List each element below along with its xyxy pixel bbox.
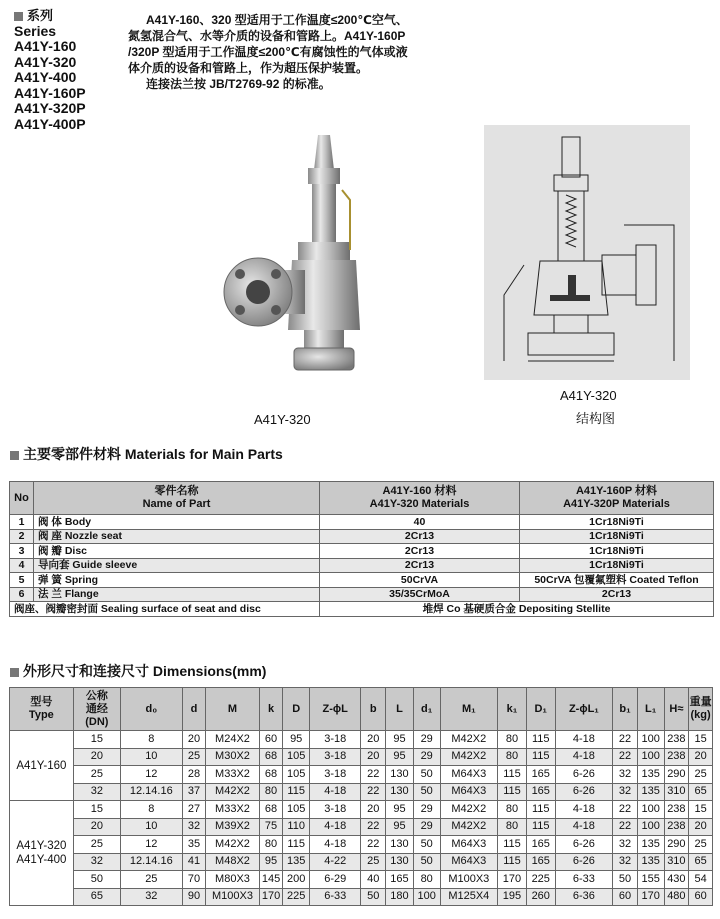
dimension-cell: M64X3 xyxy=(440,783,498,801)
dimension-cell: 310 xyxy=(664,853,689,871)
dimension-cell: 15 xyxy=(73,731,120,749)
dimension-cell: M42X2 xyxy=(440,748,498,766)
dimension-cell: 22 xyxy=(613,818,638,836)
dimension-cell: 20 xyxy=(361,748,386,766)
dimension-cell: 100 xyxy=(637,748,664,766)
dimension-cell: 170 xyxy=(637,888,664,906)
dimension-cell: M42X2 xyxy=(440,731,498,749)
dimension-cell: 95 xyxy=(386,818,414,836)
material-2: 1Cr18Ni9Ti xyxy=(520,529,714,544)
material-2: 2Cr13 xyxy=(520,587,714,602)
dimension-cell: 135 xyxy=(637,853,664,871)
dimension-cell: 25 xyxy=(120,871,182,889)
dimension-cell: 22 xyxy=(613,731,638,749)
dimension-cell: 25 xyxy=(689,836,713,854)
header-weight xyxy=(689,688,713,731)
series-label-cn: 系列 xyxy=(27,8,54,23)
header-col2-cn: A41Y-160P 材料 xyxy=(575,485,658,497)
header-dn-cn2: 通经 xyxy=(85,702,108,715)
dimension-cell: 238 xyxy=(664,801,689,819)
dimension-cell: 3-18 xyxy=(310,801,361,819)
dimension-cell: M30X2 xyxy=(206,748,259,766)
table-row xyxy=(10,888,713,906)
dimension-cell: 105 xyxy=(283,766,310,784)
dimension-cell: 60 xyxy=(613,888,638,906)
dimension-cell: M100X3 xyxy=(206,888,259,906)
material-2: 50CrVA 包覆氟塑料 Coated Teflon xyxy=(520,573,714,588)
dimension-cell: M64X3 xyxy=(440,836,498,854)
row-no: 6 xyxy=(10,587,34,602)
dimension-cell: 105 xyxy=(283,748,310,766)
dimension-cell: 12.14.16 xyxy=(120,853,182,871)
dimension-cell: 15 xyxy=(689,801,713,819)
dimension-cell: 110 xyxy=(283,818,310,836)
dimension-cell: 165 xyxy=(526,766,555,784)
dimension-cell: 80 xyxy=(498,818,527,836)
dimension-cell: 22 xyxy=(361,783,386,801)
header-type-cn: 型号 xyxy=(30,696,53,708)
dimension-cell: 29 xyxy=(413,801,440,819)
dimension-cell: 100 xyxy=(637,731,664,749)
material-2: 1Cr18Ni9Ti xyxy=(520,558,714,573)
dimension-cell: 80 xyxy=(498,801,527,819)
dimension-cell: 32 xyxy=(613,783,638,801)
dimension-cell: 6-33 xyxy=(310,888,361,906)
dimension-cell: 22 xyxy=(361,836,386,854)
header-zl: Z-ϕL xyxy=(310,688,361,731)
header-name xyxy=(34,482,320,515)
part-name: 阀 座 Nozzle seat xyxy=(34,529,320,544)
dimension-cell: 100 xyxy=(637,818,664,836)
row-no: 2 xyxy=(10,529,34,544)
row-no: 3 xyxy=(10,544,34,559)
dimension-cell: 145 xyxy=(259,871,283,889)
dimension-cell: 22 xyxy=(613,748,638,766)
dimensions-heading xyxy=(10,661,266,681)
intro-line: 体介质的设备和管路上，作为超压保护装置。 xyxy=(128,61,369,75)
dimension-cell: 68 xyxy=(259,766,283,784)
dimension-cell: M42X2 xyxy=(206,836,259,854)
dimensions-heading-text: 外形尺寸和连接尺寸 Dimensions(mm) xyxy=(23,663,267,679)
header-no: No xyxy=(10,482,34,515)
dimension-cell: 4-18 xyxy=(310,836,361,854)
dimension-cell: 115 xyxy=(526,801,555,819)
dimension-cell: 27 xyxy=(182,801,206,819)
table-row xyxy=(10,801,713,819)
header-b1: b₁ xyxy=(613,688,638,731)
dimension-cell: 15 xyxy=(689,731,713,749)
cross-section-drawing xyxy=(484,125,690,380)
dimension-cell: 115 xyxy=(498,783,527,801)
dimension-cell: 3-18 xyxy=(310,748,361,766)
dimension-cell: 20 xyxy=(182,731,206,749)
dimension-cell: 40 xyxy=(361,871,386,889)
header-H: H≈ xyxy=(664,688,689,731)
dimension-cell: 22 xyxy=(613,801,638,819)
row-no: 4 xyxy=(10,558,34,573)
dimension-cell: 60 xyxy=(259,731,283,749)
dimension-cell: 4-18 xyxy=(310,783,361,801)
bullet-square-icon xyxy=(10,451,19,460)
dimension-cell: M33X2 xyxy=(206,766,259,784)
dimension-cell: 260 xyxy=(526,888,555,906)
header-d: d xyxy=(182,688,206,731)
dimension-cell: 115 xyxy=(526,748,555,766)
dimension-cell: 6-33 xyxy=(555,871,613,889)
dimension-cell: 90 xyxy=(182,888,206,906)
dimension-cell: 290 xyxy=(664,766,689,784)
dimension-cell: 290 xyxy=(664,836,689,854)
dimension-cell: 20 xyxy=(361,731,386,749)
table-row xyxy=(10,748,713,766)
table-row xyxy=(10,783,713,801)
dimension-cell: 29 xyxy=(413,748,440,766)
dimension-cell: 10 xyxy=(120,818,182,836)
dimension-cell: 4-18 xyxy=(555,818,613,836)
dimension-cell: 22 xyxy=(361,766,386,784)
materials-table xyxy=(9,481,714,617)
part-name: 阀 瓣 Disc xyxy=(34,544,320,559)
dimension-cell: 6-26 xyxy=(555,766,613,784)
dimension-cell: 430 xyxy=(664,871,689,889)
dimension-cell: 20 xyxy=(689,748,713,766)
table-row xyxy=(10,544,714,559)
dimension-cell: 12 xyxy=(120,836,182,854)
dimension-cell: 225 xyxy=(526,871,555,889)
materials-heading xyxy=(10,444,283,464)
material-1: 2Cr13 xyxy=(320,544,520,559)
dimension-cell: 12 xyxy=(120,766,182,784)
drawing-caption-title: 结构图 xyxy=(576,411,616,426)
dimension-cell: 4-18 xyxy=(555,731,613,749)
dimension-cell: 35 xyxy=(182,836,206,854)
part-name: 弹 簧 Spring xyxy=(34,573,320,588)
dimension-cell: 115 xyxy=(526,818,555,836)
sealing-surface-material: 堆焊 Co 基硬质合金 Depositing Stellite xyxy=(320,602,714,617)
dimension-cell: 29 xyxy=(413,731,440,749)
dimension-cell: 32 xyxy=(73,783,120,801)
table-row xyxy=(10,573,714,588)
dimension-cell: M48X2 xyxy=(206,853,259,871)
dimension-cell: 37 xyxy=(182,783,206,801)
table-row xyxy=(10,818,713,836)
dimension-cell: 25 xyxy=(73,766,120,784)
dimension-cell: 65 xyxy=(73,888,120,906)
dimension-cell: 25 xyxy=(73,836,120,854)
dimension-cell: 195 xyxy=(498,888,527,906)
header-m1: M₁ xyxy=(440,688,498,731)
table-row xyxy=(10,853,713,871)
header-name-en: Name of Part xyxy=(142,498,211,510)
dimension-cell: 165 xyxy=(526,853,555,871)
dimension-cell: 12.14.16 xyxy=(120,783,182,801)
part-name: 法 兰 Flange xyxy=(34,587,320,602)
table-header-row xyxy=(10,688,713,731)
dimension-cell: 155 xyxy=(637,871,664,889)
table-row xyxy=(10,515,714,530)
dimensions-table xyxy=(9,687,713,906)
dimension-cell: 135 xyxy=(283,853,310,871)
dimension-cell: M24X2 xyxy=(206,731,259,749)
dimension-cell: 6-36 xyxy=(555,888,613,906)
material-1: 2Cr13 xyxy=(320,529,520,544)
dimension-cell: M33X2 xyxy=(206,801,259,819)
dimension-cell: 75 xyxy=(259,818,283,836)
header-d1: d₁ xyxy=(413,688,440,731)
table-row xyxy=(10,871,713,889)
dimension-cell: 6-26 xyxy=(555,783,613,801)
dimension-cell: 238 xyxy=(664,818,689,836)
dimension-cell: 10 xyxy=(120,748,182,766)
dimension-cell: 8 xyxy=(120,731,182,749)
header-k: k xyxy=(259,688,283,731)
dimension-cell: 80 xyxy=(259,783,283,801)
header-d0: d₀ xyxy=(120,688,182,731)
dimension-cell: 50 xyxy=(413,783,440,801)
dimension-cell: 65 xyxy=(689,853,713,871)
row-no: 5 xyxy=(10,573,34,588)
material-2: 1Cr18Ni9Ti xyxy=(520,515,714,530)
dimension-cell: 25 xyxy=(689,766,713,784)
header-name-cn: 零件名称 xyxy=(154,485,199,497)
dimension-cell: 70 xyxy=(182,871,206,889)
header-k1: k₁ xyxy=(498,688,527,731)
dimension-cell: 8 xyxy=(120,801,182,819)
header-materials-2 xyxy=(520,482,714,515)
dimension-cell: M80X3 xyxy=(206,871,259,889)
header-type xyxy=(10,688,74,731)
dimension-cell: 310 xyxy=(664,783,689,801)
type-cell xyxy=(10,801,74,906)
table-row xyxy=(10,766,713,784)
dimension-cell: 32 xyxy=(613,853,638,871)
dimension-cell: 130 xyxy=(386,836,414,854)
series-model: A41Y-400 xyxy=(14,69,77,85)
dimension-cell: M64X3 xyxy=(440,766,498,784)
dimension-cell: 4-18 xyxy=(310,818,361,836)
material-1: 35/35CrMoA xyxy=(320,587,520,602)
dimension-cell: 50 xyxy=(413,836,440,854)
dimension-cell: 170 xyxy=(498,871,527,889)
intro-line: 氮氢混合气、水等介质的设备和管路上。A41Y-160P xyxy=(128,29,406,43)
dimension-cell: 6-29 xyxy=(310,871,361,889)
dimension-cell: 32 xyxy=(613,766,638,784)
table-row xyxy=(10,836,713,854)
dimension-cell: 135 xyxy=(637,766,664,784)
header-col2-en: A41Y-320P Materials xyxy=(563,498,670,510)
intro-line: /320P 型适用于工作温度≤200℃有腐蚀性的气体或液 xyxy=(128,45,408,59)
table-row xyxy=(10,731,713,749)
header-col1-en: A41Y-320 Materials xyxy=(369,498,470,510)
series-model: A41Y-400P xyxy=(14,115,86,132)
dimension-cell: M100X3 xyxy=(440,871,498,889)
dimension-cell: 80 xyxy=(498,731,527,749)
drawing-caption-model: A41Y-320 xyxy=(560,388,617,403)
dimension-cell: 95 xyxy=(259,853,283,871)
dimension-cell: M42X2 xyxy=(206,783,259,801)
dimension-cell: M42X2 xyxy=(440,818,498,836)
dimension-cell: 3-18 xyxy=(310,766,361,784)
dimension-cell: 68 xyxy=(259,801,283,819)
dimension-cell: 238 xyxy=(664,731,689,749)
dimension-cell: 180 xyxy=(386,888,414,906)
dimension-cell: 100 xyxy=(637,801,664,819)
dimension-cell: 20 xyxy=(73,748,120,766)
dimension-cell: 20 xyxy=(361,801,386,819)
dimension-cell: 480 xyxy=(664,888,689,906)
dimension-cell: 50 xyxy=(613,871,638,889)
header-dn-cn1: 公称 xyxy=(85,689,108,702)
dimension-cell: 65 xyxy=(689,783,713,801)
dimension-cell: 50 xyxy=(413,766,440,784)
table-header-row xyxy=(10,482,714,515)
series-list xyxy=(14,8,86,132)
header-D1: D₁ xyxy=(526,688,555,731)
dimension-cell: 165 xyxy=(386,871,414,889)
header-materials-1 xyxy=(320,482,520,515)
header-L1: L₁ xyxy=(637,688,664,731)
dimension-cell: 130 xyxy=(386,766,414,784)
table-row xyxy=(10,558,714,573)
dimension-cell: 32 xyxy=(613,836,638,854)
header-weight-cn: 重量 xyxy=(689,696,712,708)
dimension-cell: 28 xyxy=(182,766,206,784)
dimension-cell: 130 xyxy=(386,783,414,801)
dimension-cell: 29 xyxy=(413,818,440,836)
header-dn-en: (DN) xyxy=(85,715,109,728)
series-model: A41Y-160P xyxy=(14,84,86,101)
material-2: 1Cr18Ni9Ti xyxy=(520,544,714,559)
series-label-en: Series xyxy=(14,22,57,39)
intro-line: A41Y-160、320 型适用于工作温度≤200℃空气、 xyxy=(146,13,408,27)
material-1: 50CrVA xyxy=(320,573,520,588)
dimension-cell: 4-18 xyxy=(555,801,613,819)
dimension-cell: 80 xyxy=(498,748,527,766)
dimension-cell: 115 xyxy=(498,836,527,854)
header-b: b xyxy=(361,688,386,731)
dimension-cell: 95 xyxy=(386,801,414,819)
dimension-cell: 115 xyxy=(498,766,527,784)
dimension-cell: 32 xyxy=(73,853,120,871)
bullet-square-icon xyxy=(14,12,23,21)
valve-photo xyxy=(200,130,370,380)
material-1: 2Cr13 xyxy=(320,558,520,573)
dimension-cell: 115 xyxy=(498,853,527,871)
header-m: M xyxy=(206,688,259,731)
type-line: A41Y-320 xyxy=(16,840,67,852)
materials-heading-text: 主要零部件材料 Materials for Main Parts xyxy=(23,446,283,462)
dimension-cell: 68 xyxy=(259,748,283,766)
intro-line: 连接法兰按 JB/T2769-92 的标准。 xyxy=(146,77,331,91)
header-weight-en: (kg) xyxy=(690,709,711,721)
type-cell: A41Y-160 xyxy=(10,731,74,801)
dimension-cell: 80 xyxy=(413,871,440,889)
dimension-cell: 225 xyxy=(283,888,310,906)
dimension-cell: 25 xyxy=(361,853,386,871)
dimension-cell: 41 xyxy=(182,853,206,871)
series-model: A41Y-160 xyxy=(14,38,77,54)
header-D: D xyxy=(283,688,310,731)
dimension-cell: 135 xyxy=(637,783,664,801)
header-zl1: Z-ϕL₁ xyxy=(555,688,613,731)
dimension-cell: 20 xyxy=(689,818,713,836)
photo-caption: A41Y-320 xyxy=(254,412,311,427)
table-row xyxy=(10,587,714,602)
table-row xyxy=(10,529,714,544)
dimension-cell: 95 xyxy=(283,731,310,749)
dimension-cell: 54 xyxy=(689,871,713,889)
dimension-cell: 130 xyxy=(386,853,414,871)
dimension-cell: 50 xyxy=(413,853,440,871)
dimension-cell: 50 xyxy=(361,888,386,906)
dimension-cell: 115 xyxy=(283,783,310,801)
dimension-cell: 115 xyxy=(283,836,310,854)
series-model: A41Y-320P xyxy=(14,100,86,116)
part-name: 导向套 Guide sleeve xyxy=(34,558,320,573)
dimension-cell: 4-18 xyxy=(555,748,613,766)
dimension-cell: 165 xyxy=(526,836,555,854)
dimension-cell: M64X3 xyxy=(440,853,498,871)
dimension-cell: 165 xyxy=(526,783,555,801)
type-line: A41Y-400 xyxy=(16,854,67,866)
dimension-cell: 238 xyxy=(664,748,689,766)
dimension-cell: 25 xyxy=(182,748,206,766)
dimension-cell: 22 xyxy=(361,818,386,836)
dimension-cell: 200 xyxy=(283,871,310,889)
dimension-cell: 135 xyxy=(637,836,664,854)
dimension-cell: 20 xyxy=(73,818,120,836)
intro-paragraph xyxy=(128,12,458,92)
dimension-cell: M125X4 xyxy=(440,888,498,906)
header-col1-cn: A41Y-160 材料 xyxy=(382,485,457,497)
material-1: 40 xyxy=(320,515,520,530)
row-no: 1 xyxy=(10,515,34,530)
dimension-cell: 3-18 xyxy=(310,731,361,749)
dimension-cell: 50 xyxy=(73,871,120,889)
dimension-cell: 95 xyxy=(386,748,414,766)
header-L: L xyxy=(386,688,414,731)
header-type-en: Type xyxy=(28,709,54,721)
dimension-cell: 4-22 xyxy=(310,853,361,871)
sealing-surface-name: 阀座、阀瓣密封面 Sealing surface of seat and disc xyxy=(10,602,320,617)
dimension-cell: 6-26 xyxy=(555,853,613,871)
dimension-cell: 32 xyxy=(120,888,182,906)
header-dn xyxy=(73,688,120,731)
dimension-cell: 15 xyxy=(73,801,120,819)
dimension-cell: 60 xyxy=(689,888,713,906)
dimension-cell: 170 xyxy=(259,888,283,906)
table-row xyxy=(10,602,714,617)
dimension-cell: 6-26 xyxy=(555,836,613,854)
bullet-square-icon xyxy=(10,668,19,677)
dimension-cell: M39X2 xyxy=(206,818,259,836)
dimension-cell: 105 xyxy=(283,801,310,819)
series-model: A41Y-320 xyxy=(14,53,77,70)
dimension-cell: M42X2 xyxy=(440,801,498,819)
dimension-cell: 32 xyxy=(182,818,206,836)
part-name: 阀 体 Body xyxy=(34,515,320,530)
dimension-cell: 100 xyxy=(413,888,440,906)
dimension-cell: 80 xyxy=(259,836,283,854)
dimension-cell: 115 xyxy=(526,731,555,749)
dimension-cell: 95 xyxy=(386,731,414,749)
